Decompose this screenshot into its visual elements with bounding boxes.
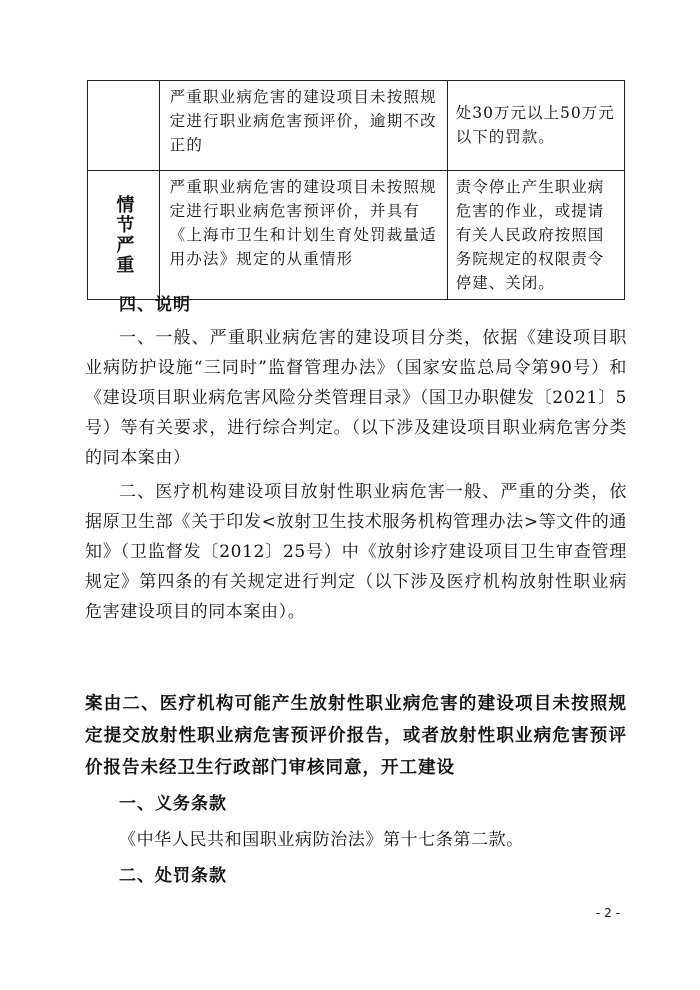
penalty-cell: 责令停止产生职业病危害的作业，或提请有关人民政府按照国务院规定的权限责令停建、关闭。: [447, 171, 624, 300]
section-explanation: [85, 290, 627, 627]
severity-label: 情节严重: [113, 195, 135, 275]
explanation-paragraph-1: 一、一般、严重职业病危害的建设项目分类，依据《建设项目职业病防护设施“三同时”监督管理办法》（国家安监总局令第90号）和《建设项目职业病危害风险分类管理目录》（国卫办职健发〔2021〕5号）等有关要求，进行综合判定。（以下涉及建设项目职业病危害分类的同本案由）: [85, 328, 627, 468]
severity-cell: [88, 171, 160, 300]
penalty-cell: 处30万元以上50万元以下的罚款。: [447, 81, 624, 171]
explanation-paragraph-2: 二、医疗机构建设项目放射性职业病危害一般、严重的分类，依据原卫生部《关于印发<放射卫生技术服务机构管理办法>等文件的通知》（卫监督发〔2012〕25号）中《放射诊疗建设项目卫生审查管理规定》第四条的有关规定进行判定（以下涉及医疗机构放射性职业病危害建设项目的同本案由）。: [85, 482, 627, 622]
page-number: - 2 -: [596, 906, 620, 920]
condition-cell: 严重职业病危害的建设项目未按照规定进行职业病危害预评价，逾期不改正的: [159, 81, 447, 171]
penalty-heading: 二、处罚条款: [119, 866, 227, 886]
table-row: [88, 81, 625, 171]
obligation-text: 《中华人民共和国职业病防治法》第十七条第二款。: [119, 830, 524, 850]
condition-cell: 严重职业病危害的建设项目未按照规定进行职业病危害预评价，并具有《上海市卫生和计划生育处罚裁量适用办法》规定的从重情形: [159, 171, 447, 300]
table-row: [88, 171, 625, 300]
section-heading: 四、说明: [119, 295, 191, 315]
case-title: 案由二、医疗机构可能产生放射性职业病危害的建设项目未按照规定提交放射性职业病危害预评价报告，或者放射性职业病危害预评价报告未经卫生行政部门审核同意，开工建设: [85, 694, 627, 778]
case-two: [85, 688, 627, 891]
penalty-table: [87, 80, 625, 300]
severity-cell: [88, 81, 160, 171]
obligation-heading: 一、义务条款: [119, 794, 227, 814]
